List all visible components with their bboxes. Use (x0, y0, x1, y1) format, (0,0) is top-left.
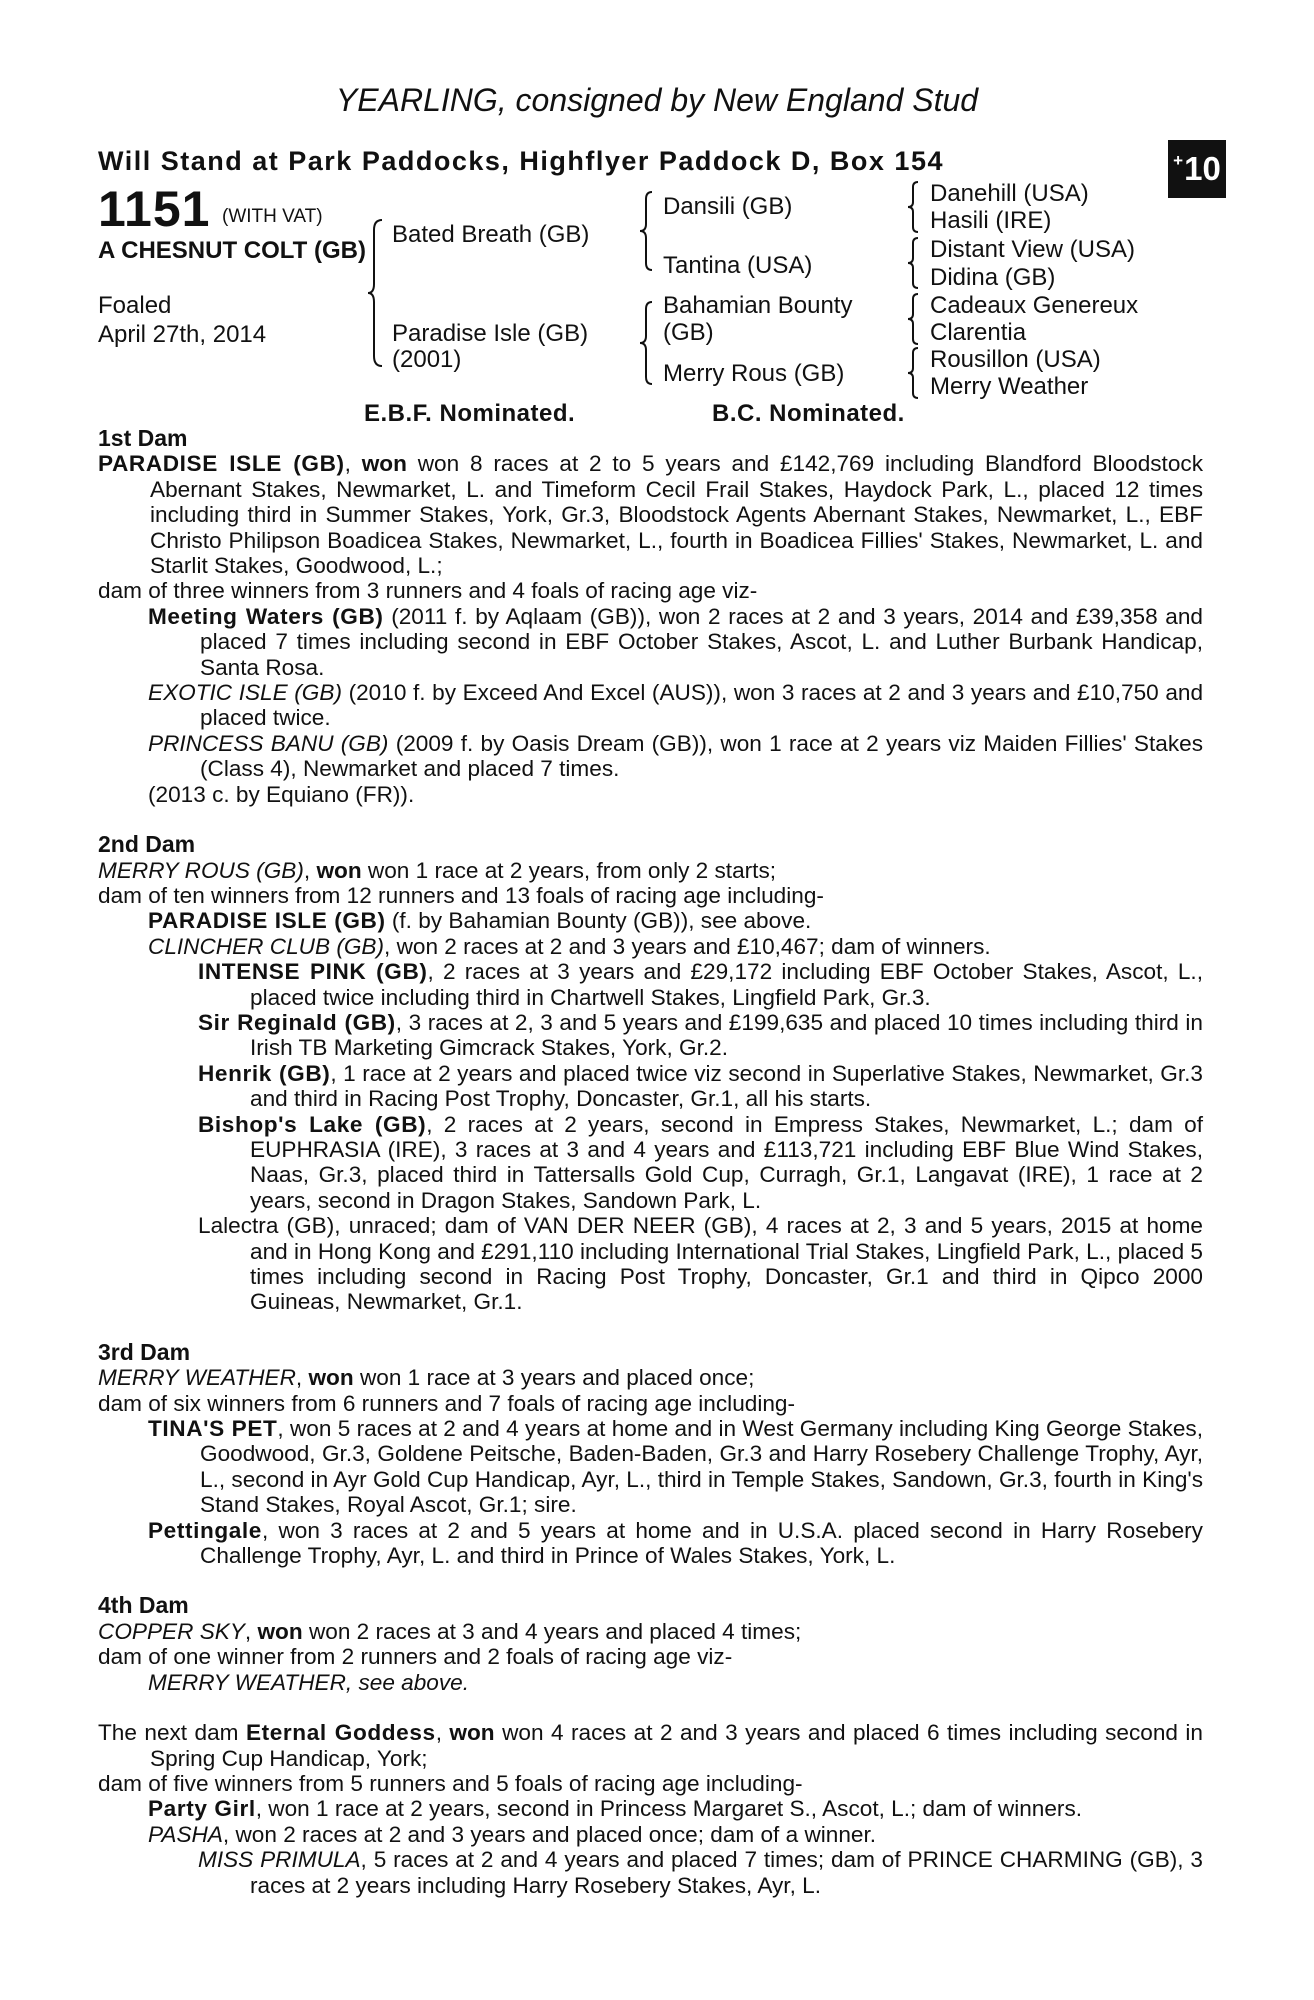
produce-entry: PASHA, won 2 races at 2 and 3 years and placed once; dam of a winner. (148, 1821, 877, 1847)
second-dam-heading: 2nd Dam (98, 831, 196, 858)
fourth-dam-heading: 4th Dam (98, 1592, 189, 1619)
pedigree-ggp: Clarentia (930, 319, 1027, 346)
pedigree-dam: Paradise Isle (GB) (392, 320, 589, 347)
vat-note: (WITH VAT) (222, 206, 323, 227)
produce-entry: Party Girl, won 1 race at 2 years, second in Princess Margaret S., Ascot, L.; dam of winners. (148, 1796, 1083, 1822)
third-dam-heading: 3rd Dam (98, 1338, 191, 1365)
produce-entry: MERRY WEATHER, see above. (148, 1669, 470, 1695)
pedigree-dam-sire-country: (GB) (663, 319, 714, 346)
pedigree-brace-ggp-3 (906, 292, 920, 346)
produce-entry: (2013 c. by Equiano (FR)). (148, 781, 415, 807)
grand-produce-entry: INTENSE PINK (GB), 2 races at 3 years and £29,172 including EBF October Stakes, Ascot, L., placed twice including third in Chartwell Stakes, Lingfield Park, Gr.3. (198, 959, 1203, 1010)
foaled-label: Foaled (98, 292, 172, 319)
third-dam-produce-line: dam of six winners from 6 runners and 7 foals of racing age including- (98, 1390, 795, 1416)
pedigree-ggp: Didina (GB) (930, 264, 1056, 291)
pedigree-ggp: Distant View (USA) (930, 236, 1135, 263)
pedigree-brace-main (366, 218, 384, 368)
pedigree-sire-sire: Dansili (GB) (663, 193, 793, 220)
produce-entry: Pettingale, won 3 races at 2 and 5 years at home and in U.S.A. placed second in Harry Rosebery Challenge Trophy, Ayr, L. and third in Prince of Wales Stakes, York, L. (148, 1517, 1203, 1569)
next-dam-entry: The next dam Eternal Goddess, won won 4 races at 2 and 3 years and placed 6 times including second in Spring Cup Handicap, York; (98, 1720, 1203, 1771)
pedigree-sire: Bated Breath (GB) (392, 221, 590, 248)
fourth-dam-entry: COPPER SKY, won won 2 races at 3 and 4 years and placed 4 times; (98, 1618, 802, 1644)
pedigree-sire-dam: Tantina (USA) (663, 252, 813, 279)
pedigree-brace-ggp-2 (906, 236, 920, 290)
pedigree-dam-sire: Bahamian Bounty (663, 292, 853, 319)
first-dam-heading: 1st Dam (98, 425, 188, 451)
foaled-info (98, 291, 266, 349)
foaled-date: April 27th, 2014 (98, 321, 267, 348)
third-dam-entry: MERRY WEATHER, won won 1 race at 3 years and placed once; (98, 1365, 755, 1391)
pedigree-ggp: Rousillon (USA) (930, 346, 1101, 373)
pedigree-ggp: Merry Weather (930, 373, 1089, 400)
ebf-nomination: E.B.F. Nominated. (364, 400, 576, 427)
pedigree-ggp: Hasili (IRE) (930, 207, 1052, 234)
lot-description: A CHESNUT COLT (GB) (98, 237, 366, 264)
catalogue-body (98, 426, 1203, 1898)
second-dam-entry: MERRY ROUS (GB), won won 1 race at 2 years, from only 2 starts; (98, 857, 777, 883)
page-title: YEARLING, consigned by New England Stud (335, 82, 979, 118)
next-dam-produce-line: dam of five winners from 5 runners and 5 foals of racing age including- (98, 1770, 803, 1796)
badge-plus: + (1173, 151, 1184, 170)
pedigree-brace-dam (638, 300, 654, 386)
produce-entry: EXOTIC ISLE (GB) (2010 f. by Exceed And Excel (AUS)), won 3 races at 2 and 3 years and £10,750 and placed twice. (148, 680, 1204, 731)
pedigree-brace-ggp-1 (906, 180, 920, 234)
produce-entry: TINA'S PET, won 5 races at 2 and 4 years at home and in West Germany including King George Stakes, Goodwood, Gr.3, Goldene Peitsche, Baden-Baden, Gr.3 and Harry Rosebery Challenge Trophy, Ayr, L., second in Ayr Gold Cup Handicap, Ayr, L., third in Temple Stakes, Sandown, Gr.3, fourth in King's Stand Stakes, Royal Ascot, Gr.1; sire. (148, 1416, 1203, 1518)
grand-produce-entry: Henrik (GB), 1 race at 2 years and placed twice viz second in Superlative Stakes, Newmarket, Gr.3 and third in Racing Post Trophy, Doncaster, Gr.1, all his starts. (198, 1060, 1203, 1112)
lot-number: 1151 (98, 181, 211, 237)
bc-nomination: B.C. Nominated. (712, 400, 905, 427)
pedigree-brace-sire (638, 190, 654, 272)
pedigree-ggp: Danehill (USA) (930, 180, 1089, 207)
second-dam-produce-line: dam of ten winners from 12 runners and 13 foals of racing age including- (98, 882, 824, 908)
pedigree-brace-ggp-4 (906, 346, 920, 400)
first-dam-produce-line: dam of three winners from 3 runners and 4 foals of racing age viz- (98, 578, 758, 604)
pedigree-dam-year: (2001) (392, 346, 462, 373)
pedigree-ggp: Cadeaux Genereux (930, 292, 1139, 319)
badge-number: 10 (1184, 150, 1221, 187)
pedigree-dam-dam: Merry Rous (GB) (663, 360, 845, 387)
grand-produce-entry: Sir Reginald (GB), 3 races at 2, 3 and 5 years and £199,635 and placed 10 times including third in Irish TB Marketing Gimcrack Stakes, York, Gr.2. (198, 1009, 1203, 1061)
days-badge (1168, 140, 1226, 198)
produce-entry: Meeting Waters (GB) (2011 f. by Aqlaam (GB)), won 2 races at 2 and 3 years, 2014 and £39,358 and placed 7 times including second in EBF October Stakes, Ascot, L. and Luther Burbank Handicap, Santa Rosa. (148, 603, 1204, 680)
venue-line: Will Stand at Park Paddocks, Highflyer Paddock D, Box 154 (98, 146, 944, 176)
grand-produce-entry: Bishop's Lake (GB), 2 races at 2 years, second in Empress Stakes, Newmarket, L.; dam of EUPHRASIA (IRE), 3 races at 3 and 4 years and £113,721 including EBF Blue Wind Stakes, Naas, Gr.3, placed third in Tattersalls Gold Cup, Curragh, Gr.1, Langavat (IRE), 1 race at 2 years, second in Dragon Stakes, Sandown Park, L. (198, 1111, 1203, 1213)
grand-produce-entry: MISS PRIMULA, 5 races at 2 and 4 years and placed 7 times; dam of PRINCE CHARMING (GB), 3 races at 2 years including Harry Rosebery Stakes, Ayr, L. (198, 1847, 1203, 1898)
produce-entry: PARADISE ISLE (GB) (f. by Bahamian Bounty (GB)), see above. (148, 908, 812, 934)
first-dam-entry: PARADISE ISLE (GB), won won 8 races at 2 to 5 years and £142,769 including Blandford Bloodstock Abernant Stakes, Newmarket, L. and Timeform Cecil Frail Stakes, Haydock Park, L., placed 12 times including third in Summer Stakes, York, Gr.3, Bloodstock Agents Abernant Stakes, Newmarket, L., EBF Christo Philipson Boadicea Stakes, Newmarket, L., fourth in Boadicea Fillies' Stakes, Newmarket, L. and Starlit Stakes, Goodwood, L.; (98, 451, 1203, 579)
grand-produce-entry: Lalectra (GB), unraced; dam of VAN DER NEER (GB), 4 races at 2, 3 and 5 years, 2015 at home and in Hong Kong and £291,110 including International Trial Stakes, Lingfield Park, L., placed 5 times including second in Racing Post Trophy, Doncaster, Gr.1 and third in Qipco 2000 Guineas, Newmarket, Gr.1. (198, 1213, 1203, 1315)
produce-entry: PRINCESS BANU (GB) (2009 f. by Oasis Dream (GB)), won 1 race at 2 years viz Maiden Fillies' Stakes (Class 4), Newmarket and placed 7 times. (148, 730, 1203, 782)
produce-entry: CLINCHER CLUB (GB), won 2 races at 2 and 3 years and £10,467; dam of winners. (148, 933, 991, 959)
fourth-dam-produce-line: dam of one winner from 2 runners and 2 foals of racing age viz- (98, 1644, 733, 1670)
